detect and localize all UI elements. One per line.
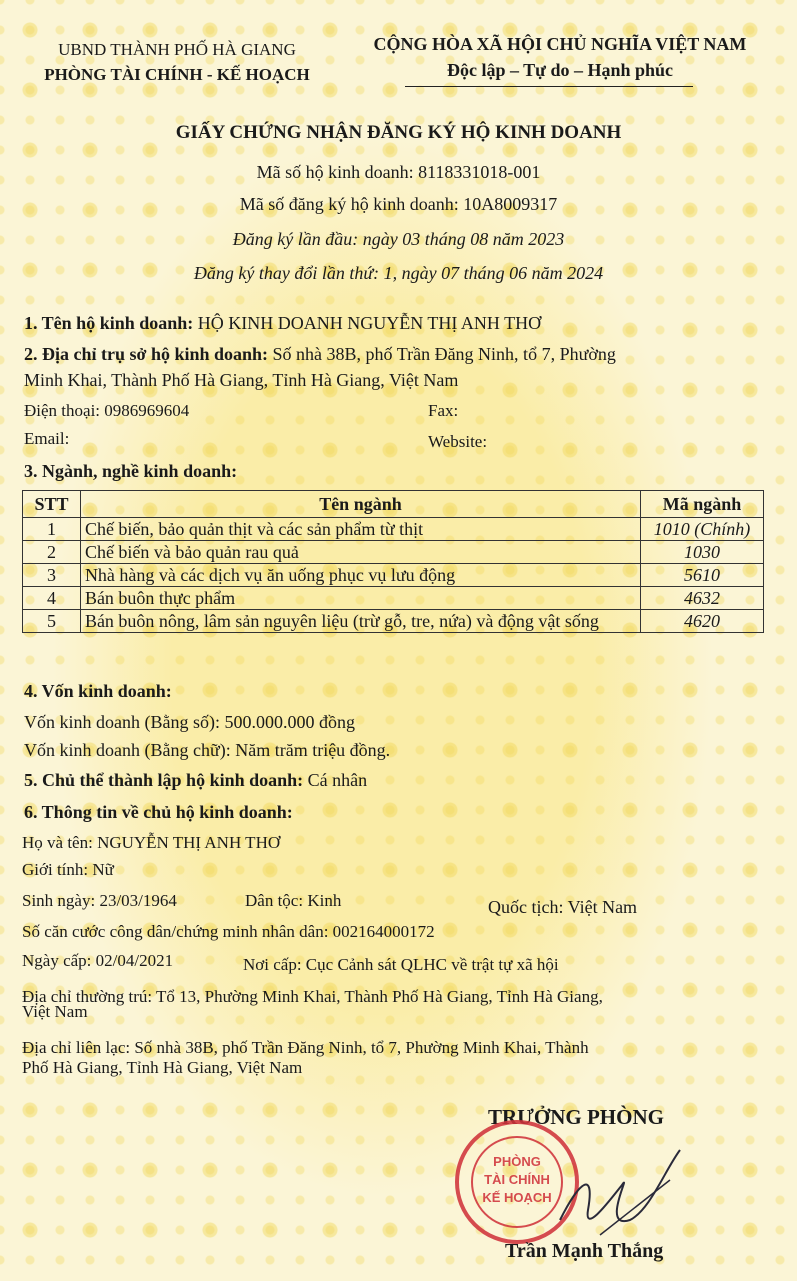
- business-code: Mã số hộ kinh doanh: 8118331018-001: [256, 162, 541, 182]
- stamp-text-line1: PHÒNG: [493, 1154, 541, 1169]
- national-motto: Độc lập – Tự do – Hạnh phúc: [446, 60, 674, 80]
- industries-header-row: [23, 491, 764, 518]
- row-stt: 1: [23, 518, 81, 541]
- owner-permanent-address-line2: Việt Nam: [22, 1002, 88, 1021]
- row-ten-nganh: Chế biến và bảo quản rau quả: [80, 541, 640, 564]
- table-row: [23, 541, 764, 564]
- address-value-line2: Minh Khai, Thành Phố Hà Giang, Tỉnh Hà Giang, Việt Nam: [24, 370, 459, 390]
- owner-ethnicity: Dân tộc: Kinh: [245, 891, 342, 910]
- owner-id-number: Số căn cước công dân/chứng minh nhân dân: 002164000172: [22, 922, 435, 941]
- address-row: [24, 344, 616, 365]
- first-registration-date: Đăng ký lần đầu: ngày 03 tháng 08 năm 2023: [232, 229, 565, 249]
- founder-type-label: 5. Chủ thể thành lập hộ kinh doanh:: [24, 770, 304, 790]
- table-row: [23, 518, 764, 541]
- owner-birth-date: Sinh ngày: 23/03/1964: [22, 891, 177, 910]
- owner-id-issuer: Nơi cấp: Cục Cảnh sát QLHC về trật tự xã hội: [243, 955, 559, 974]
- stamp-text-line3: KẾ HOẠCH: [482, 1190, 552, 1205]
- address-value-line1: Số nhà 38B, phố Trần Đăng Ninh, tổ 7, Phường: [272, 344, 616, 364]
- owner-id-issue-date: Ngày cấp: 02/04/2021: [22, 951, 174, 970]
- issuer-department: PHÒNG TÀI CHÍNH - KẾ HOẠCH: [44, 65, 310, 84]
- header-ten-nganh: Tên ngành: [80, 491, 640, 518]
- row-ten-nganh: Chế biến, bảo quản thịt và các sản phẩm từ thịt: [80, 518, 640, 541]
- signer-name: Trần Mạnh Thắng: [505, 1240, 664, 1262]
- row-ma-nganh: 4620: [641, 610, 764, 633]
- row-stt: 3: [23, 564, 81, 587]
- header-stt: STT: [23, 491, 81, 518]
- header-ma-nganh: Mã ngành: [641, 491, 764, 518]
- capital-number: Vốn kinh doanh (Bằng số): 500.000.000 đồng: [24, 712, 355, 732]
- email: Email:: [24, 429, 70, 448]
- business-name-label: 1. Tên hộ kinh doanh:: [24, 313, 194, 333]
- owner-gender: Giới tính: Nữ: [22, 860, 114, 879]
- founder-type-value: Cá nhân: [307, 770, 368, 790]
- row-ten-nganh: Bán buôn nông, lâm sản nguyên liệu (trừ gỗ, tre, nứa) và động vật sống: [80, 610, 640, 633]
- row-ma-nganh: 5610: [641, 564, 764, 587]
- row-ma-nganh: 4632: [641, 587, 764, 610]
- owner-info-label: 6. Thông tin về chủ hộ kinh doanh:: [24, 802, 293, 822]
- fax: Fax:: [428, 401, 459, 420]
- capital-label: 4. Vốn kinh doanh:: [24, 681, 172, 701]
- table-row: [23, 587, 764, 610]
- amendment-date: Đăng ký thay đổi lần thứ: 1, ngày 07 tháng 06 năm 2024: [193, 263, 604, 283]
- owner-name: Họ và tên: NGUYỄN THỊ ANH THƠ: [22, 833, 281, 852]
- row-stt: 2: [23, 541, 81, 564]
- row-ten-nganh: Bán buôn thực phẩm: [80, 587, 640, 610]
- industries-table: [22, 490, 764, 633]
- founder-type-row: [24, 770, 367, 791]
- signer-title: TRƯỞNG PHÒNG: [488, 1105, 664, 1129]
- owner-nationality: Quốc tịch: Việt Nam: [488, 897, 638, 917]
- website: Website:: [428, 432, 488, 451]
- row-stt: 4: [23, 587, 81, 610]
- capital-words: Vốn kinh doanh (Bằng chữ): Năm trăm triệu đồng.: [24, 740, 391, 760]
- row-ma-nganh: 1030: [641, 541, 764, 564]
- motto-underline: [405, 86, 693, 87]
- row-stt: 5: [23, 610, 81, 633]
- document-title: GIẤY CHỨNG NHẬN ĐĂNG KÝ HỘ KINH DOANH: [175, 122, 622, 143]
- business-name-row: [24, 313, 541, 334]
- registration-code: Mã số đăng ký hộ kinh doanh: 10A8009317: [239, 194, 558, 214]
- issuer-authority: UBND THÀNH PHỐ HÀ GIANG: [58, 40, 296, 59]
- phone: Điện thoại: 0986969604: [24, 401, 190, 420]
- owner-contact-address-line2: Phố Hà Giang, Tỉnh Hà Giang, Việt Nam: [22, 1058, 303, 1077]
- owner-permanent-address-line1: Địa chỉ thường trú: Tổ 13, Phường Minh Khai, Thành Phố Hà Giang, Tỉnh Hà Giang,: [22, 987, 603, 1006]
- owner-contact-address-line1: Địa chỉ liên lạc: Số nhà 38B, phố Trần Đăng Ninh, tổ 7, Phường Minh Khai, Thành: [22, 1038, 589, 1057]
- national-title: CỘNG HÒA XÃ HỘI CHỦ NGHĨA VIỆT NAM: [373, 34, 747, 54]
- stamp-text-line2: TÀI CHÍNH: [484, 1172, 550, 1187]
- row-ma-nganh: 1010 (Chính): [641, 518, 764, 541]
- table-row: [23, 610, 764, 633]
- row-ten-nganh: Nhà hàng và các dịch vụ ăn uống phục vụ lưu động: [80, 564, 640, 587]
- business-name-value: HỘ KINH DOANH NGUYỄN THỊ ANH THƠ: [197, 313, 542, 333]
- signature-scribble: [540, 1140, 690, 1250]
- industries-label: 3. Ngành, nghề kinh doanh:: [24, 461, 238, 481]
- table-row: [23, 564, 764, 587]
- address-label: 2. Địa chỉ trụ sở hộ kinh doanh:: [24, 344, 269, 364]
